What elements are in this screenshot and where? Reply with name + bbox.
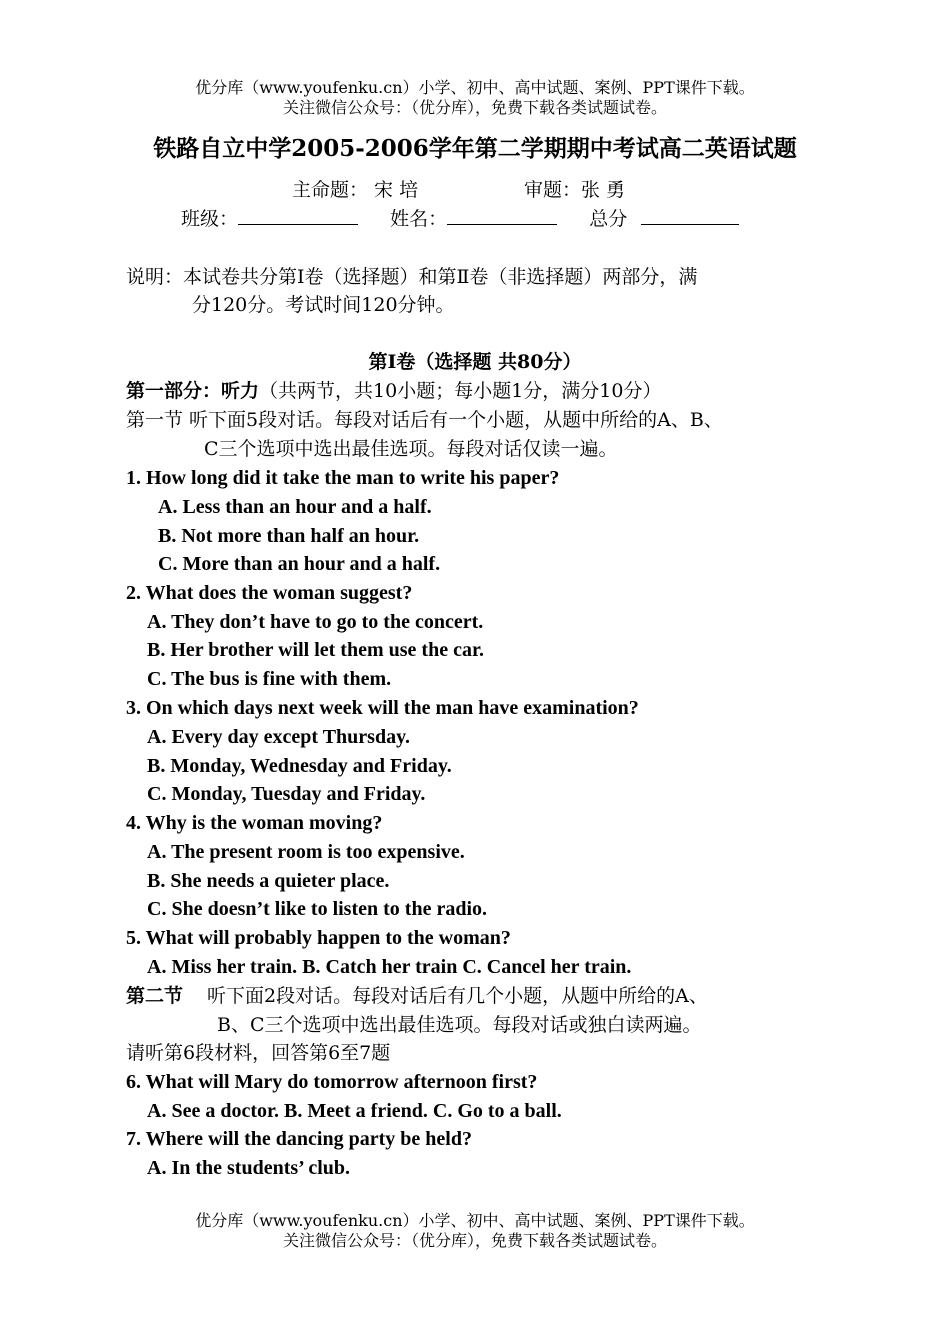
class-label: 班级：	[181, 208, 239, 230]
q2-option-a: A. They don’t have to go to the concert.	[147, 611, 484, 633]
part1-note: （共两节，共10小题；每小题1分，满分10分）	[259, 380, 662, 402]
q1-option-c: C. More than an hour and a half.	[158, 553, 441, 575]
header-line-1: 优分库（www.youfenku.cn）小学、初中、高中试题、案例、PPT课件下载。	[195, 78, 755, 97]
q2-option-c: C. The bus is fine with them.	[147, 668, 392, 690]
q4-option-c: C. She doesn’t like to listen to the radio.	[147, 898, 487, 920]
instructions-line-2: 分120分。考试时间120分钟。	[192, 294, 455, 316]
question-7: 7. Where will the dancing party be held?	[126, 1128, 472, 1150]
part1-heading	[126, 377, 661, 405]
instructions-line-1: 说明：本试卷共分第Ⅰ卷（选择题）和第Ⅱ卷（非选择题）两部分，满	[126, 266, 698, 288]
question-2: 2. What does the woman suggest?	[126, 582, 413, 604]
q3-option-c: C. Monday, Tuesday and Friday.	[147, 783, 426, 805]
question-6: 6. What will Mary do tomorrow afternoon first?	[126, 1071, 538, 1093]
page-title: 铁路自立中学2005-2006学年第二学期期中考试高二英语试题	[153, 135, 797, 162]
class-blank[interactable]	[238, 206, 358, 225]
name-label: 姓名：	[390, 208, 448, 230]
section2-label: 第二节	[126, 985, 184, 1007]
header-line-2: 关注微信公众号：（优分库），免费下载各类试题试卷。	[282, 98, 667, 117]
reviewer-line: 审题：张 勇	[524, 179, 626, 201]
question-4: 4. Why is the woman moving?	[126, 812, 383, 834]
section2-line-1	[126, 982, 708, 1010]
footer-line-1: 优分库（www.youfenku.cn）小学、初中、高中试题、案例、PPT课件下载。	[195, 1211, 755, 1230]
student-fields	[181, 206, 739, 232]
part1-label: 第一部分：听力	[126, 380, 260, 402]
q7-option-a: A. In the students’ club.	[147, 1157, 350, 1179]
section1-line-2: C三个选项中选出最佳选项。每段对话仅读一遍。	[204, 438, 618, 460]
name-blank[interactable]	[447, 206, 557, 225]
q3-option-a: A. Every day except Thursday.	[147, 726, 410, 748]
q1-option-b: B. Not more than half an hour.	[158, 525, 420, 547]
q1-option-a: A. Less than an hour and a half.	[158, 496, 432, 518]
volume1-title: 第Ⅰ卷（选择题 共80分）	[368, 351, 582, 373]
setter-line: 主命题： 宋 培	[292, 179, 419, 201]
section2-text-1: 听下面2段对话。每段对话后有几个小题，从题中所给的A、	[207, 985, 708, 1007]
question-5: 5. What will probably happen to the woman?	[126, 927, 511, 949]
question-3: 3. On which days next week will the man have examination?	[126, 697, 639, 719]
q4-option-b: B. She needs a quieter place.	[147, 870, 390, 892]
section2-line-2: B、C三个选项中选出最佳选项。每段对话或独白读两遍。	[217, 1014, 702, 1036]
q4-option-a: A. The present room is too expensive.	[147, 841, 465, 863]
question-1: 1. How long did it take the man to write his paper?	[126, 467, 560, 489]
q6-options: A. See a doctor. B. Meet a friend. C. Go to a ball.	[147, 1100, 562, 1122]
section1-line-1: 第一节 听下面5段对话。每段对话后有一个小题，从题中所给的A、B、	[126, 409, 723, 431]
q3-option-b: B. Monday, Wednesday and Friday.	[147, 755, 452, 777]
score-blank[interactable]	[641, 206, 739, 225]
q2-option-b: B. Her brother will let them use the car.	[147, 639, 484, 661]
material6-note: 请听第6段材料，回答第6至7题	[126, 1042, 391, 1064]
footer-line-2: 关注微信公众号：（优分库），免费下载各类试题试卷。	[282, 1231, 667, 1250]
q5-options: A. Miss her train. B. Catch her train C. Cancel her train.	[147, 956, 632, 978]
score-label: 总分	[589, 208, 628, 230]
